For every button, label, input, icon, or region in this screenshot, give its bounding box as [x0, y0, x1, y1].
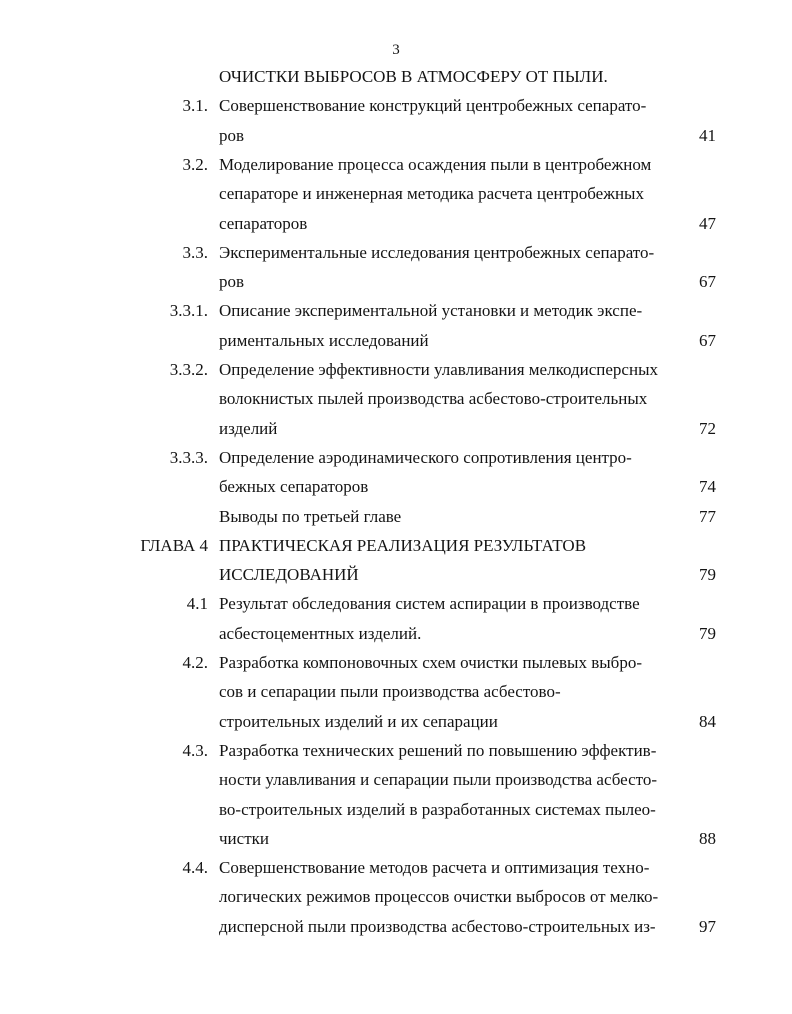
- toc-line: [0, 443, 792, 472]
- toc-line: [0, 853, 792, 882]
- toc-page-number: 67: [699, 272, 716, 292]
- toc-entry-text: ров: [219, 272, 245, 292]
- toc-line: [0, 179, 792, 208]
- toc-entry-text: Описание экспериментальной установки и методик экспе-: [219, 301, 643, 321]
- page-number: 3: [392, 42, 400, 58]
- toc-page-number: 41: [699, 125, 716, 145]
- toc-entry-text: волокнистых пылей производства асбестово-строительных: [219, 389, 648, 409]
- toc-entry-text: чистки: [219, 828, 269, 848]
- toc-entry-text: ИССЛЕДОВАНИЙ: [219, 565, 359, 585]
- toc-line: [0, 765, 792, 794]
- toc-entry-text: ОЧИСТКИ ВЫБРОСОВ В АТМОСФЕРУ ОТ ПЫЛИ.: [219, 67, 608, 86]
- toc-entry-text: во-строительных изделий в разработанных системах пылео-: [219, 799, 656, 819]
- toc-entry-text: Совершенствование конструкций центробежных сепарато-: [219, 96, 647, 116]
- toc-entry-text: Результат обследования систем аспирации в производстве: [219, 594, 640, 614]
- toc-section-number: 4.2.: [182, 653, 208, 672]
- toc-entry-text: асбестоцементных изделий.: [219, 623, 422, 643]
- toc-entry-text: Разработка компоновочных схем очистки пылевых выбро-: [219, 653, 642, 672]
- toc-line: [0, 912, 792, 941]
- toc-page-number: 84: [699, 711, 716, 731]
- toc-line: [0, 150, 792, 179]
- toc-page-number: 47: [699, 213, 716, 233]
- toc-entry-text: ности улавливания и сепарации пыли производства асбесто-: [219, 770, 658, 790]
- toc-section-number: 4.4.: [182, 858, 208, 878]
- toc-line: [0, 267, 792, 296]
- toc-line: [0, 121, 792, 150]
- toc-line: [0, 795, 792, 824]
- toc-line: [0, 91, 792, 120]
- toc-line: [0, 414, 792, 443]
- toc-page-number: 79: [699, 623, 716, 643]
- toc-line: [0, 384, 792, 413]
- toc-line: [0, 209, 792, 238]
- toc-entry-text: изделий: [219, 418, 278, 438]
- toc-section-number: 3.2.: [182, 154, 208, 174]
- toc-line: [0, 472, 792, 501]
- toc-page-number: 72: [699, 418, 716, 438]
- toc-section-number: 3.1.: [182, 96, 208, 116]
- toc-entry-text: риментальных исследований: [219, 330, 429, 350]
- toc-entry-text: Экспериментальные исследования центробежных сепарато-: [219, 242, 655, 262]
- toc-line: [0, 736, 792, 765]
- toc-page-number: 67: [699, 330, 716, 350]
- toc-section-number: 4.3.: [182, 740, 208, 760]
- toc-section-number: ГЛАВА 4: [140, 535, 208, 555]
- toc-entry-text: Определение аэродинамического сопротивления центро-: [219, 447, 632, 467]
- toc-line: [0, 824, 792, 853]
- toc-section-number: 4.1: [186, 594, 208, 614]
- toc-line: [0, 238, 792, 267]
- toc-line: [0, 531, 792, 560]
- toc-entry-text: логических режимов процессов очистки выбросов от мелко-: [219, 887, 659, 907]
- toc-page-number: 79: [699, 565, 716, 585]
- toc-entry-text: дисперсной пыли производства асбестово-строительных из-: [219, 916, 656, 936]
- toc-page-number: 74: [699, 477, 716, 497]
- toc-section-number: 3.3.3.: [169, 447, 208, 467]
- toc-entry-text: Определение эффективности улавливания мелкодисперсных: [219, 360, 658, 379]
- toc-line: [0, 619, 792, 648]
- toc-line: [0, 707, 792, 736]
- toc-entry-text: ров: [219, 125, 245, 145]
- toc-entry-text: строительных изделий и их сепарации: [219, 711, 498, 731]
- toc-section-number: 3.3.2.: [169, 360, 208, 379]
- toc-line: [0, 62, 792, 91]
- toc-entry-text: сепараторов: [219, 213, 308, 233]
- toc-entry-text: Совершенствование методов расчета и оптимизация техно-: [219, 858, 650, 878]
- toc-entry-text: Разработка технических решений по повышению эффектив-: [219, 740, 657, 760]
- toc-line: [0, 326, 792, 355]
- toc-line: [0, 677, 792, 706]
- toc-line: [0, 296, 792, 325]
- toc-entry-text: ПРАКТИЧЕСКАЯ РЕАЛИЗАЦИЯ РЕЗУЛЬТАТОВ: [219, 535, 587, 555]
- toc-section-number: 3.3.: [182, 242, 208, 262]
- toc-line: [0, 355, 792, 384]
- toc-line: [0, 560, 792, 589]
- toc-entry-text: Выводы по третьей главе: [219, 506, 402, 526]
- toc-entry-text: сепараторе и инженерная методика расчета центробежных: [219, 184, 644, 204]
- toc-line: [0, 502, 792, 531]
- toc-entry-text: сов и сепарации пыли производства асбестово-: [219, 682, 561, 702]
- toc-page-number: 88: [699, 828, 716, 848]
- toc-entry-text: бежных сепараторов: [219, 477, 369, 497]
- toc-line: [0, 882, 792, 911]
- toc-page-number: 77: [699, 506, 716, 526]
- toc-line: [0, 589, 792, 618]
- toc-page-number: 97: [699, 916, 716, 936]
- toc-entry-text: Моделирование процесса осаждения пыли в центробежном: [219, 154, 652, 174]
- toc-line: [0, 648, 792, 677]
- toc-section-number: 3.3.1.: [169, 301, 208, 321]
